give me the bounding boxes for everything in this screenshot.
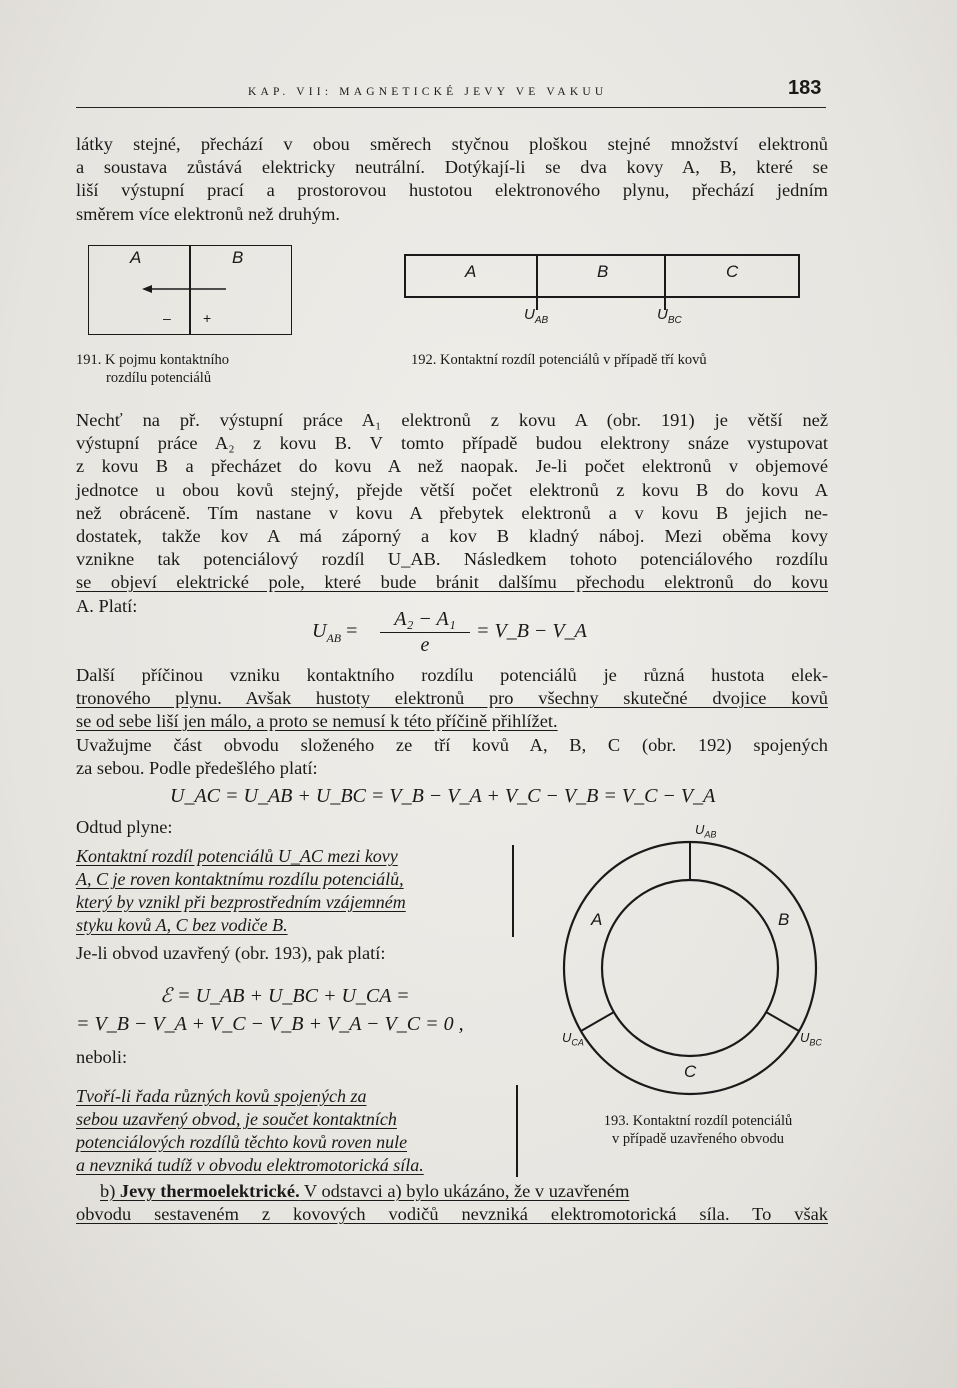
text-line: výstupní práce A₂ z kovu B. V tomto případě budou elektrony snáze vystupovat [76,433,828,454]
text-line: směrem více elektronů než druhým. [76,203,341,224]
closed-circuit-line [76,942,516,965]
text-line: A. Platí: [76,595,138,616]
equation-rhs: = V_B − V_A [476,620,587,642]
fig192-divider-2 [664,254,666,310]
text-line: dostatek, takže kov A má záporný a kov B kladný náboj. Mezi oběma kovy [76,525,828,546]
section-thermoelectric [76,1180,828,1226]
fig191-label-a: A [130,248,142,267]
definition-line: Kontaktní rozdíl potenciálů U_AC mezi kovy [76,846,398,866]
fig193-ring-diagram [560,838,820,1098]
fig193-label-c: C [684,1062,697,1081]
text-line: a soustava zůstává elektricky neutrální. Dotýkají-li se dva kovy A, B, které se [76,157,828,178]
fig193-label-a: A [591,910,603,929]
neboli-line [76,1046,276,1069]
text-line: Je-li obvod uzavřený (obr. 193), pak platí: [76,943,386,963]
text-line: tronového plynu. Avšak hustoty elektronů pro všechny skutečné dvojice kovů [76,688,828,709]
fig192-divider-1 [536,254,538,310]
definition-line: styku kovů A, C bez vodiče B. [76,915,288,935]
text-line: vznikne tak potenciálový rozdíl U_AB. Následkem tohoto potenciálového rozdílu [76,549,828,570]
page-number: 183 [788,77,822,99]
section-title: Jevy thermoelektrické. [119,1181,300,1201]
odtud-line [76,816,376,839]
text-line: za sebou. Podle předešlého platí: [76,757,318,778]
fig193-u-bc: $U_{BC}$ [800,1030,822,1048]
paragraph-electron-gas [76,664,828,780]
running-header: KAP. VII: MAGNETICKÉ JEVY VE VAKUU [248,86,608,98]
fig192-caption: 192. Kontaktní rozdíl potenciálů v případě tří kovů [411,352,707,368]
definition-line: A, C je roven kontaktnímu rozdílu potenciálů, [76,869,404,889]
fig192-label-b: B [597,262,609,281]
fig192-u-ab: $U_{AB}$ [524,306,549,326]
text-line: Uvažujme část obvodu složeného ze tří kovů A, B, C (obr. 192) spojených [76,734,828,755]
fig192-u-bc: $U_{BC}$ [657,306,682,326]
text-line: Nechť na př. výstupní práce A₁ elektronů z kovu A (obr. 191) je větší než [76,410,828,430]
text-line: z kovu B a přecházet do kovu A než naopak. Je-li počet elektronů v objemové [76,456,828,477]
fraction-denominator: e [420,634,430,656]
text-line: látky stejné, přechází v obou směrech styčnou ploškou stejné množství elektronů [76,134,828,154]
paragraph-work-function [76,409,828,618]
text-line: se objeví elektrické pole, které bude bránit dalšímu přechodu elektronů do kovu [76,572,828,593]
equation-emf-line1: ℰ = U_AB + U_BC + U_CA = [160,985,410,1007]
fig193-u-ca: $U_{CA}$ [562,1030,584,1048]
caption-line: v případě uzavřeného obvodu [612,1131,784,1147]
fig191-minus: – [163,310,171,326]
fig193-u-ab: $U_{AB}$ [695,822,717,840]
fig191-plus: + [203,310,212,326]
fig192-label-a: A [465,262,477,281]
equation-fraction [380,608,470,657]
caption-line: rozdílu potenciálů [106,370,212,386]
equation-emf-line2: = V_B − V_A + V_C − V_B + V_A − V_C = 0 , [76,1013,464,1035]
text-line: než obráceně. Tím nastane v kovu A přebytek elektronů a v kovu B jejich ne- [76,502,828,523]
text-line: liší výstupní prací a prostorovou hustotou elektronového plynu, přechází jedním [76,180,828,201]
definition-line: a nevzniká tudíž v obvodu elektromotorická síla. [76,1155,424,1175]
fraction-numerator: A₂ − A₁ [394,608,456,630]
section-heading-line: b) Jevy thermoelektrické. V odstavci a) bylo ukázáno, že v uzavřeném [100,1181,630,1201]
fig191-arrow-icon [140,282,230,296]
paragraph-intro [76,133,828,226]
fig192-label-c: C [726,262,739,281]
fraction-bar [380,632,470,633]
text-line: obvodu sestaveném z kovových vodičů nevzniká elektromotorická síla. To však [76,1204,828,1225]
definition-contact-difference [76,845,514,937]
definition-line: potenciálových rozdílů těchto kovů roven nule [76,1132,408,1152]
definition-line: Tvoří-li řada různých kovů spojených za [76,1086,367,1106]
fig191-label-b: B [232,248,244,267]
text-line: neboli: [76,1047,128,1067]
text-line: se od sebe liší jen málo, a proto se nemusí k této příčině přihlížet. [76,711,558,732]
text-line: jednotce u obou kovů stejný, přejde větší počet elektronů z kovu B do kovu A [76,479,828,500]
equation-uab: $U_{AB}$ = [312,620,358,645]
caption-line: 191. K pojmu kontaktního [76,352,230,368]
definition-closed-circuit [76,1085,518,1177]
equation-uac: U_AC = U_AB + U_BC = V_B − V_A + V_C − V_B = V_C − V_A [170,785,716,807]
text-line: Odtud plyne: [76,817,173,837]
caption-line: 193. Kontaktní rozdíl potenciálů [603,1113,793,1129]
definition-line: který by vznikl při bezprostředním vzájemném [76,892,406,912]
fig193-label-b: B [778,910,790,929]
text-line: Další příčinou vzniku kontaktního rozdílu potenciálů je různá hustota elek- [76,665,828,685]
definition-line: sebou uzavřený obvod, je součet kontaktních [76,1109,397,1129]
header-rule [76,107,826,108]
fig193-caption [563,1112,833,1148]
fig191-caption [76,351,229,387]
